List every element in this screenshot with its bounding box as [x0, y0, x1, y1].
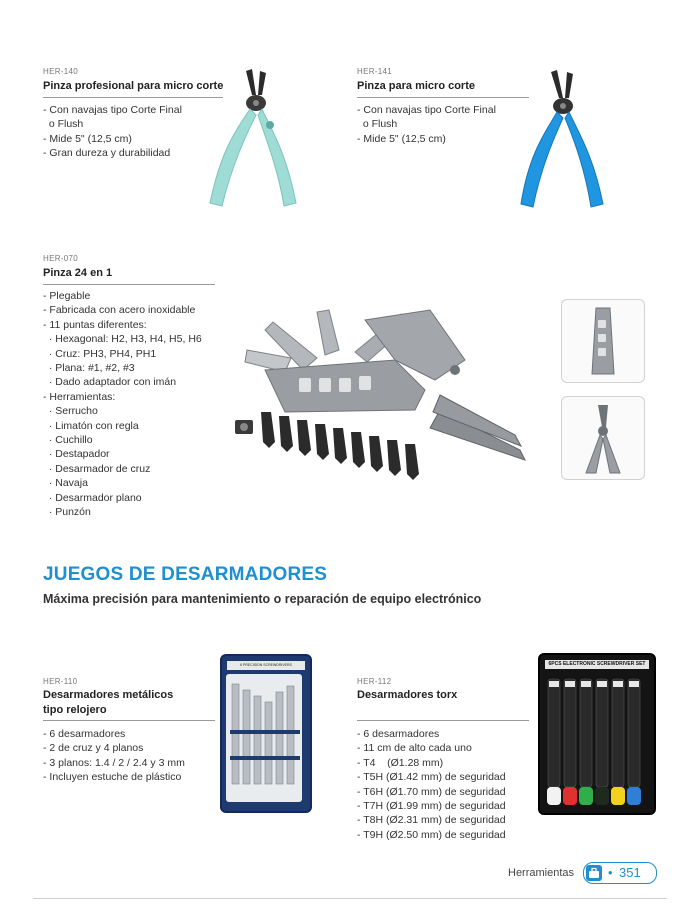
spec-list: [43, 289, 202, 520]
spec-item: - 11 puntas diferentes:: [43, 318, 147, 331]
handle-cap: [611, 787, 625, 805]
product-title: Pinza 24 en 1: [43, 267, 113, 279]
toolbox-icon: [586, 865, 602, 881]
handle-cap: [595, 787, 609, 805]
spec-item: - 11 cm de alto cada uno: [357, 742, 472, 755]
spec-item: · Desarmador de cruz: [43, 462, 151, 475]
spec-list: [357, 727, 506, 842]
section-title: JUEGOS DE DESARMADORES: [43, 564, 328, 585]
folded-multitool-icon: [562, 300, 644, 382]
spec-item: - T5H (Ø1.42 mm) de seguridad: [357, 771, 506, 784]
spec-item: - Mide 5" (12,5 cm): [357, 132, 446, 145]
product-title: Pinza profesional para micro corte: [43, 80, 224, 92]
spec-list: [43, 103, 182, 161]
spec-item: · Limatón con regla: [43, 419, 139, 432]
divider: [357, 97, 529, 98]
spec-item: · Serrucho: [43, 405, 98, 418]
handle-cap: [579, 787, 593, 805]
precision-screwdriver-set-icon: [220, 654, 312, 813]
spec-item: - 2 de cruz y 4 planos: [43, 742, 144, 755]
screwdrivers-icon: [222, 670, 306, 808]
spec-item: - Con navajas tipo Corte Final: [357, 104, 496, 116]
torx-screwdrivers-icon: [540, 669, 650, 811]
product-code: HER-070: [43, 254, 79, 263]
spec-item: - 6 desarmadores: [357, 728, 440, 740]
spec-item: - T8H (Ø2.31 mm) de seguridad: [357, 814, 506, 827]
handle-cap: [563, 787, 577, 805]
product-code: HER-140: [43, 67, 79, 76]
spec-item: - 3 planos: 1.4 / 2 / 2.4 y 3 mm: [43, 756, 185, 769]
spec-list: [357, 103, 496, 146]
spec-item: - Plegable: [43, 290, 91, 302]
spec-item: · Hexagonal: H2, H3, H4, H5, H6: [43, 333, 202, 346]
handle-cap: [627, 787, 641, 805]
spec-item: · Cuchillo: [43, 434, 93, 447]
spec-item: · Plana: #1, #2, #3: [43, 362, 135, 375]
mint-flush-cutter-pliers-icon: [200, 65, 310, 210]
multitool-with-bits-icon: [225, 300, 540, 500]
product-title-line-2: tipo relojero: [43, 704, 107, 716]
spec-item: - Mide 5" (12,5 cm): [43, 132, 132, 145]
divider: [43, 284, 215, 285]
page-bullet: •: [608, 865, 613, 880]
spec-item: - Fabricada con acero inoxidable: [43, 304, 196, 317]
product-title: Desarmadores metálicos: [43, 689, 174, 701]
spec-item: · Punzón: [43, 506, 91, 519]
page-number: 351: [619, 865, 641, 880]
product-title: Pinza para micro corte: [357, 80, 475, 92]
blue-flush-cutter-pliers-icon: [515, 68, 610, 210]
bottom-rule: [33, 898, 667, 899]
product-code: HER-110: [43, 677, 78, 686]
spec-item: - Herramientas:: [43, 390, 116, 403]
divider: [357, 720, 529, 721]
spec-item: - Con navajas tipo Corte Final: [43, 104, 182, 116]
spec-item: o Flush: [43, 118, 84, 131]
spec-item: · Desarmador plano: [43, 491, 142, 504]
product-code: HER-112: [357, 677, 392, 686]
product-code: HER-141: [357, 67, 393, 76]
spec-item: - T9H (Ø2.50 mm) de seguridad: [357, 828, 506, 841]
spec-item: - 6 desarmadores: [43, 728, 126, 740]
divider: [43, 97, 223, 98]
open-pliers-thumbnail: [561, 396, 645, 480]
spec-item: - T4 (Ø1.28 mm): [357, 756, 444, 769]
product-title: Desarmadores torx: [357, 689, 458, 701]
spec-item: o Flush: [357, 118, 398, 131]
spec-item: - T7H (Ø1.99 mm) de seguridad: [357, 800, 506, 813]
spec-item: · Cruz: PH3, PH4, PH1: [43, 347, 157, 360]
open-pliers-multitool-icon: [562, 397, 644, 479]
case-label: 6 PRECISION SCREWDRIVERS: [227, 661, 305, 670]
handle-cap: [547, 787, 561, 805]
footer-section-label: Herramientas: [508, 867, 575, 879]
folded-multitool-thumbnail: [561, 299, 645, 383]
case-label: 6PCS ELECTRONIC SCREWDRIVER SET: [545, 660, 649, 669]
spec-list: [43, 727, 185, 785]
spec-item: · Destapador: [43, 448, 110, 461]
torx-screwdriver-set-icon: [538, 653, 656, 815]
section-subtitle: Máxima precisión para mantenimiento o reparación de equipo electrónico: [43, 592, 482, 606]
page-number-box: [583, 862, 657, 884]
divider: [43, 720, 215, 721]
spec-item: - Gran dureza y durabilidad: [43, 147, 171, 160]
spec-item: - Incluyen estuche de plástico: [43, 771, 182, 784]
spec-item: · Navaja: [43, 477, 88, 490]
spec-item: - T6H (Ø1.70 mm) de seguridad: [357, 785, 506, 798]
spec-item: · Dado adaptador con imán: [43, 376, 177, 389]
